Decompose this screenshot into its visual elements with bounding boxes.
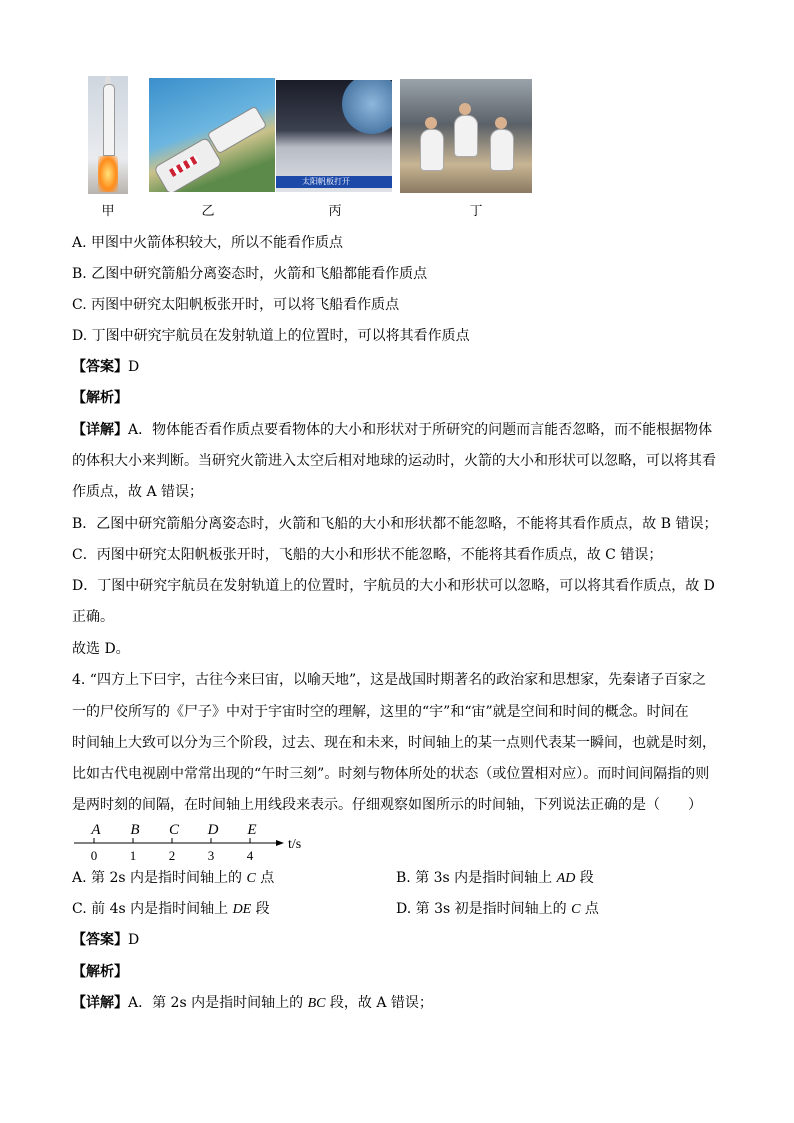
solar-panel-caption: 太阳帆板打开	[302, 177, 350, 186]
time-axis-diagram	[72, 818, 312, 864]
q3-detail-line-3: 作质点，故 A 错误；	[72, 484, 204, 500]
q4-option-b: B. 第 3s 内是指时间轴上 AD 段	[396, 870, 594, 886]
axis-tick-label: 0	[90, 848, 98, 863]
q3-detail-line-5: C．丙图中研究太阳帆板张开时，飞船的大小和形状不能忽略，不能将其看作质点，故 C 错误；	[72, 547, 663, 563]
q3-detail-line-7: 正确。	[72, 609, 114, 625]
axis-tick-label: 4	[246, 848, 254, 863]
axis-point-label: E	[247, 822, 257, 838]
q3-answer-label: 【答案】	[72, 359, 128, 375]
axis-tick-label: 3	[207, 848, 215, 863]
q3-option-c: C. 丙图中研究太阳帆板张开时，可以将飞船看作质点	[72, 297, 400, 313]
q3-detail-line-6: D．丁图中研究宇航员在发射轨道上的位置时，宇航员的大小和形状可以忽略，可以将其看作质点，故 D	[72, 578, 715, 594]
axis-unit: t/s	[288, 837, 302, 852]
rocket-image	[88, 76, 128, 194]
q3-analysis-label: 【解析】	[72, 390, 128, 406]
q3-answer	[72, 357, 139, 377]
q3-option-d: D. 丁图中研究宇航员在发射轨道上的位置时，可以将其看作质点	[72, 328, 470, 344]
axis-tick-label: 2	[168, 848, 176, 863]
solar-panel-image	[276, 80, 392, 192]
q3-detail-line-4: B．乙图中研究箭船分离姿态时，火箭和飞船的大小和形状都不能忽略，不能将其看作质点，故 B 错误；	[72, 516, 718, 532]
axis-point-label: D	[207, 822, 219, 838]
q4-answer	[72, 930, 139, 950]
q3-answer-value: D	[128, 359, 140, 375]
caption-yi: 乙	[201, 204, 215, 219]
q3-option-b: B. 乙图中研究箭船分离姿态时，火箭和飞船都能看作质点	[72, 266, 428, 282]
q3-detail-line-2: 的体积大小来判断。当研究火箭进入太空后相对地球的运动时，火箭的大小和形状可以忽略，可以将其看	[72, 453, 716, 469]
separation-image	[149, 78, 275, 192]
q4-option-c: C. 前 4s 内是指时间轴上 DE 段	[72, 901, 270, 917]
astronauts-image	[400, 79, 532, 193]
q4-stem-line-1: 4. “四方上下曰宇，古往今来曰宙，以喻天地”，这是战国时期著名的政治家和思想家，先秦诸子百家之	[72, 672, 707, 688]
axis-point-label: A	[91, 822, 101, 838]
q3-option-a: A. 甲图中火箭体积较大，所以不能看作质点	[72, 235, 344, 251]
axis-point-label: C	[168, 822, 180, 838]
q4-stem-line-5: 是两时刻的间隔，在时间轴上用线段来表示。仔细观察如图所示的时间轴，下列说法正确的是（ ）	[72, 797, 702, 813]
q4-stem-line-2: 一的尸佼所写的《尸子》中对于宇宙时空的理解，这里的“宇”和“宙”就是空间和时间的概念。时间在	[72, 704, 689, 720]
q4-option-d: D. 第 3s 初是指时间轴上的 C 点	[396, 901, 599, 917]
q3-detail-line-8: 故选 D。	[72, 641, 130, 657]
caption-ding: 丁	[469, 204, 483, 219]
axis-tick-label: 1	[129, 848, 137, 863]
q4-stem-line-4: 比如古代电视剧中常常出现的“午时三刻”。时刻与物体所处的状态（或位置相对应）。而时间间隔指的则	[72, 766, 710, 782]
caption-jia: 甲	[101, 204, 115, 219]
q4-stem-line-3: 时间轴上大致可以分为三个阶段，过去、现在和未来，时间轴上的某一点则代表某一瞬间，也就是时刻，	[72, 735, 716, 751]
q3-detail-line-1: 【详解】A．物体能否看作质点要看物体的大小和形状对于所研究的问题而言能否忽略，而不能根据物体	[72, 422, 713, 438]
axis-arrow	[276, 840, 284, 846]
q4-option-a: A. 第 2s 内是指时间轴上的 C 点	[72, 870, 275, 886]
q4-answer-value: D	[128, 932, 140, 948]
q3-detail-label: 【详解】	[72, 422, 128, 438]
caption-bing: 丙	[328, 204, 342, 219]
axis-point-label: B	[130, 822, 140, 838]
q4-detail-line-1: 【详解】A．第 2s 内是指时间轴上的 BC 段，故 A 错误；	[72, 995, 433, 1011]
q4-analysis-label: 【解析】	[72, 964, 128, 980]
q4-answer-label: 【答案】	[72, 932, 128, 948]
